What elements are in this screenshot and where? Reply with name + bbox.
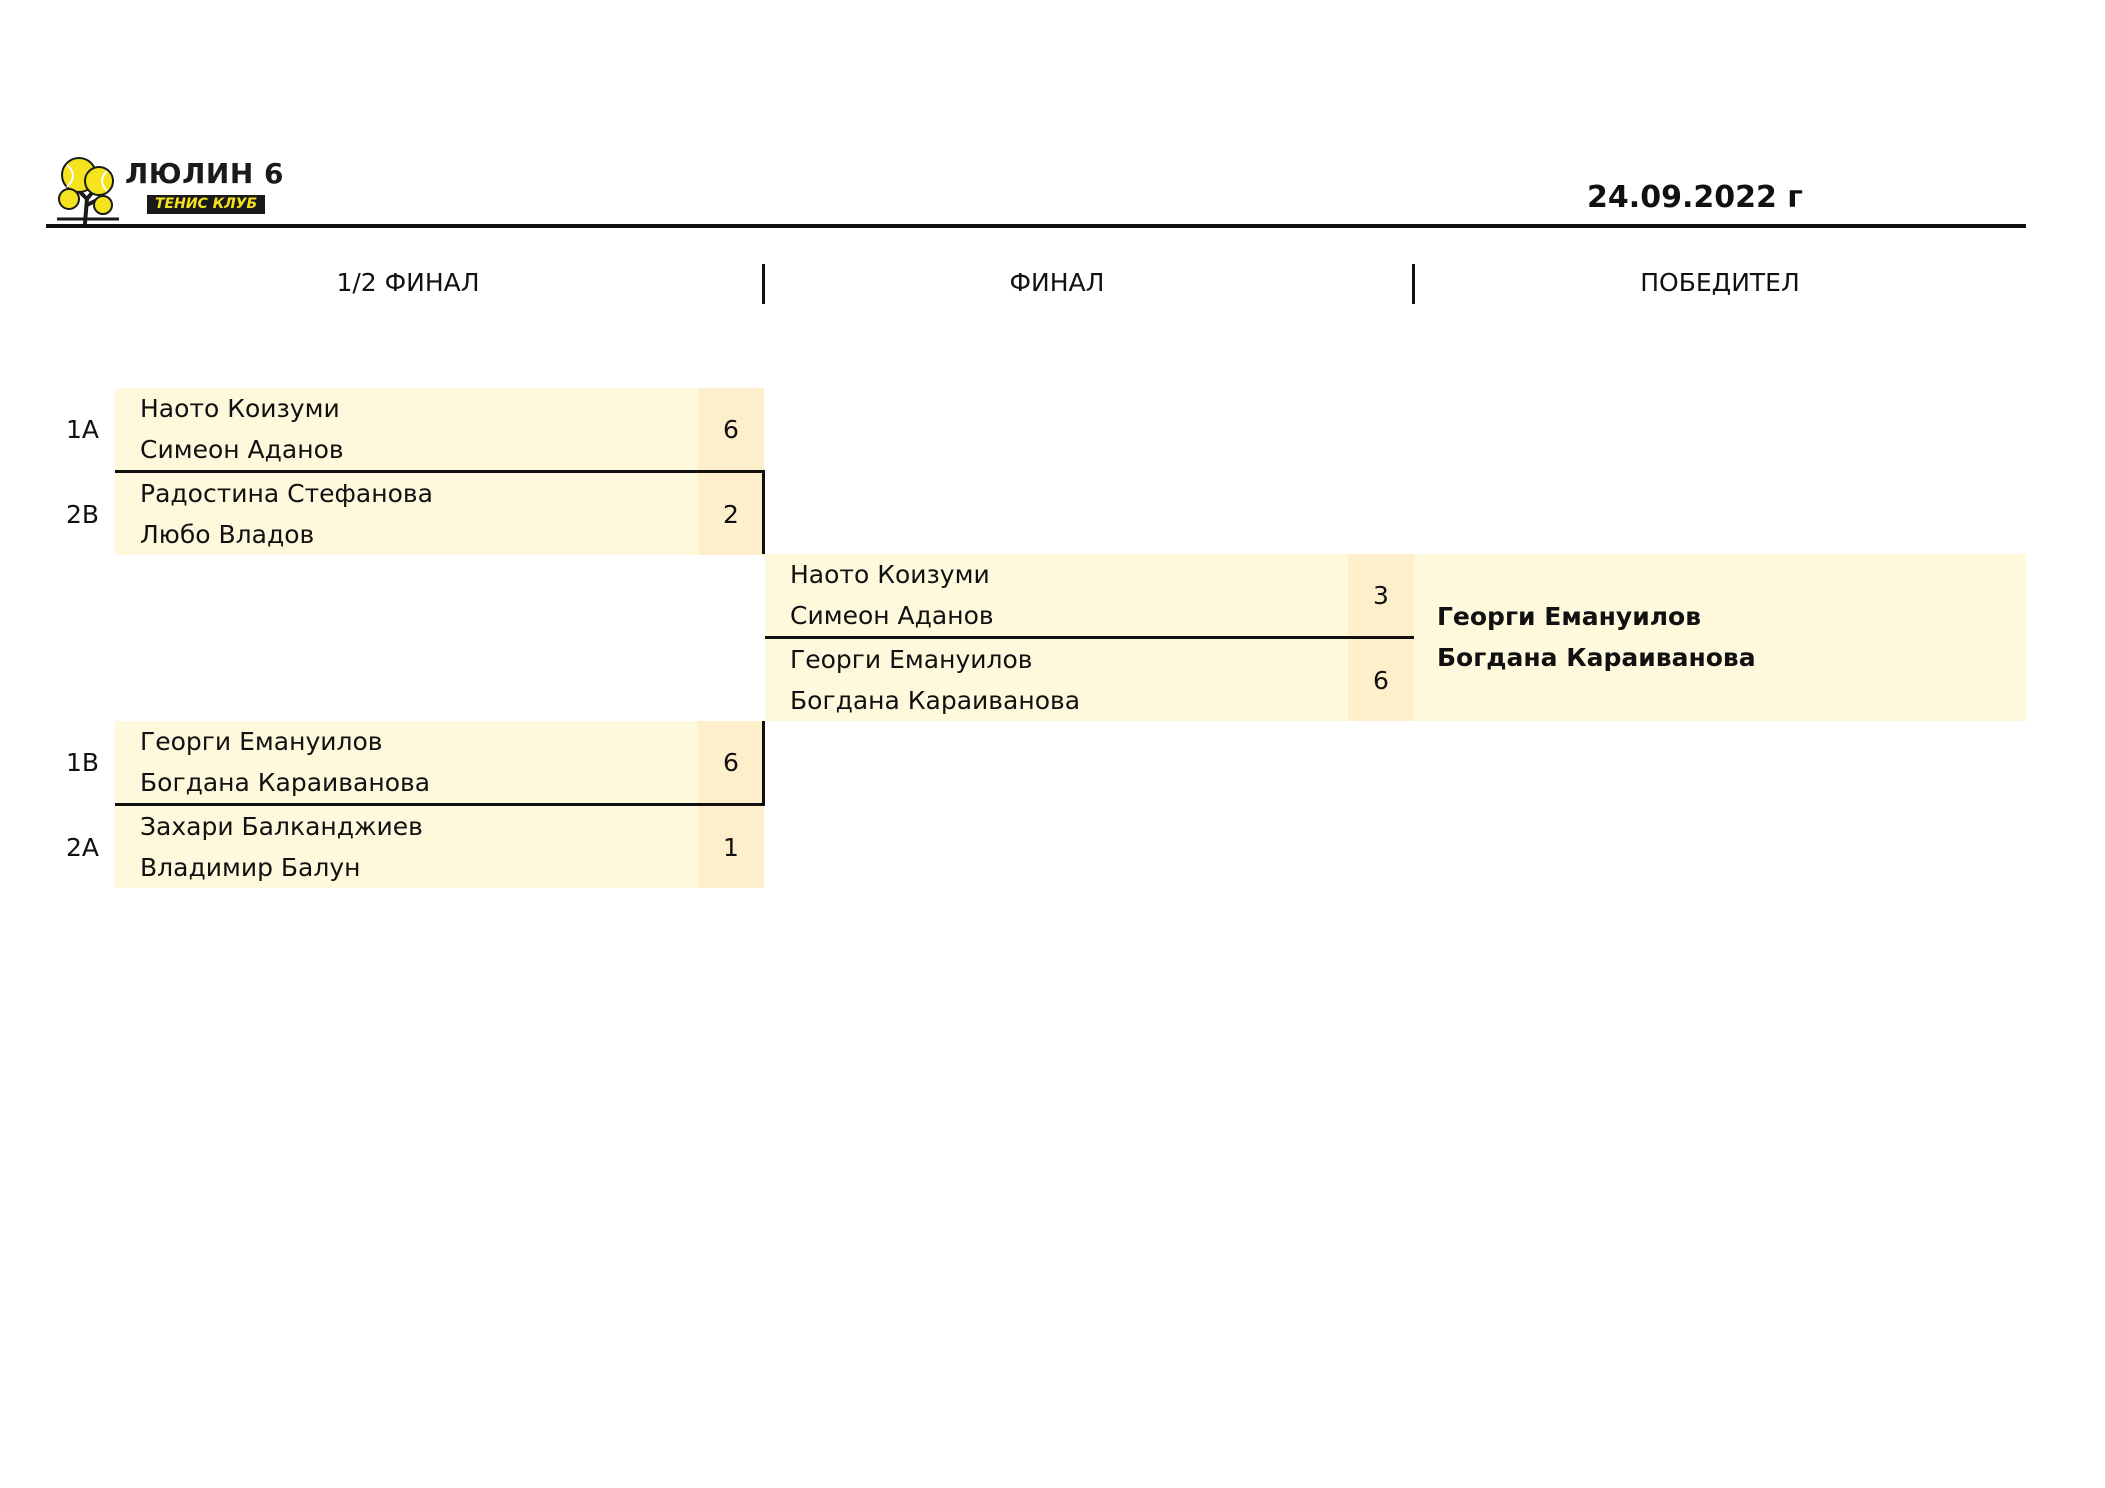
player-pair-cell: [115, 721, 698, 803]
seed-label: 2B: [66, 499, 100, 529]
player-pair-cell: [115, 473, 698, 555]
column-divider: [762, 264, 765, 304]
seed-label: 1A: [66, 414, 100, 444]
tree-tennis-ball-icon: [55, 153, 125, 225]
winner-name: Георги Емануилов: [1437, 602, 1702, 631]
score-cell: 2: [698, 473, 764, 555]
player-pair-cell: [765, 554, 1348, 636]
player-name: Любо Владов: [140, 520, 315, 549]
column-header-winner: ПОБЕДИТЕЛ: [1640, 268, 1800, 297]
player-name: Богдана Караиванова: [140, 768, 431, 797]
club-logo: [55, 153, 295, 225]
score-cell: 3: [1348, 554, 1414, 636]
score-cell: 6: [698, 721, 764, 803]
score-cell: 6: [1348, 639, 1414, 721]
logo-subtitle: ТЕНИС КЛУБ: [147, 195, 265, 214]
seed-label: 1B: [66, 747, 100, 777]
player-name: Богдана Караиванова: [790, 686, 1081, 715]
column-divider: [1412, 264, 1415, 304]
score-cell: 1: [698, 806, 764, 888]
player-name: Радостина Стефанова: [140, 479, 433, 508]
player-name: Георги Емануилов: [790, 645, 1033, 674]
event-date: 24.09.2022 г: [1587, 180, 1803, 215]
bracket-connector: [762, 721, 765, 806]
player-pair-cell: [765, 639, 1348, 721]
column-header-final: ФИНАЛ: [1009, 268, 1105, 297]
player-name: Наото Коизуми: [790, 560, 990, 589]
logo-title: ЛЮЛИН 6: [125, 157, 284, 190]
bracket-connector: [762, 470, 765, 554]
player-pair-cell: [115, 388, 698, 470]
player-name: Симеон Аданов: [790, 601, 994, 630]
winner-name: Богдана Караиванова: [1437, 643, 1756, 672]
winner-cell: [1414, 554, 2026, 721]
player-name: Наото Коизуми: [140, 394, 340, 423]
player-pair-cell: [115, 806, 698, 888]
header-divider: [46, 224, 2026, 228]
player-name: Симеон Аданов: [140, 435, 344, 464]
player-name: Георги Емануилов: [140, 727, 383, 756]
player-name: Захари Балканджиев: [140, 812, 423, 841]
column-header-semifinal: 1/2 ФИНАЛ: [336, 268, 480, 297]
score-cell: 6: [698, 388, 764, 470]
seed-label: 2A: [66, 832, 100, 862]
player-name: Владимир Балун: [140, 853, 361, 882]
